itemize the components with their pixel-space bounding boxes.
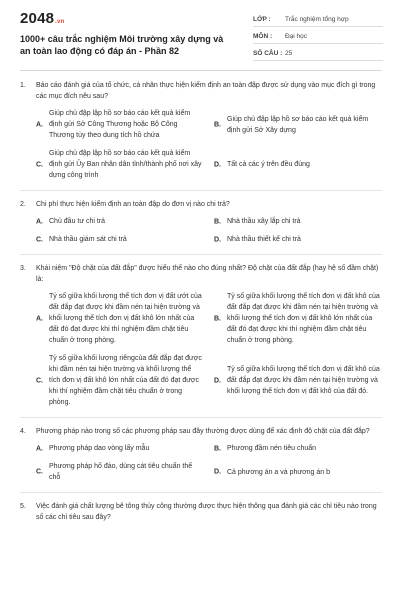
option-text: Phương pháp hố đào, dùng cát tiêu chuẩn thế chỗ bbox=[49, 463, 193, 481]
option-text: Tỷ số giữa khối lượng thể tích đơn vị đất ướt của đất đắp đạt được khi đầm nén tại hiện trường và khối lượng thể tích đơn vị đất khô lớn nhất của đất đó đạt được khi thí nghiệm đầm chặt tiêu chuẩn ở trong phòng. bbox=[49, 293, 202, 344]
meta-row-subject bbox=[253, 29, 383, 44]
meta-value: Đại học bbox=[285, 33, 308, 40]
answer-option-b[interactable] bbox=[214, 291, 382, 346]
question-3 bbox=[20, 263, 382, 408]
option-letter: D. bbox=[214, 236, 221, 243]
option-letter: B. bbox=[214, 121, 221, 128]
question-number: 5. bbox=[20, 503, 26, 510]
option-letter: B. bbox=[214, 315, 221, 322]
option-text: Tỷ số giữa khối lượng thể tích đơn vị đất khô của đất đắp đạt được khi đầm nén tại hiện trường và khối lượng thể tích đơn vị đất khô lớn nhất của đất đó đạt được khi thí nghiệm đầm chặt tiêu chuẩn ở trong phòng. bbox=[227, 293, 380, 344]
answer-option-c[interactable] bbox=[36, 353, 204, 408]
document-title: 1000+ câu trắc nghiệm Môi trường xây dựng và an toàn lao động có đáp án - Phần 82 bbox=[20, 34, 224, 56]
answer-options bbox=[36, 216, 382, 245]
answer-option-c[interactable] bbox=[36, 234, 204, 245]
answer-option-a[interactable] bbox=[36, 443, 204, 454]
question-stem bbox=[20, 199, 382, 210]
answer-option-a[interactable] bbox=[36, 108, 204, 141]
question-stem bbox=[20, 80, 382, 102]
option-text: Phương đầm nén tiêu chuẩn bbox=[227, 445, 317, 452]
option-letter: C. bbox=[36, 468, 43, 476]
option-letter: A. bbox=[36, 218, 43, 225]
option-letter: A. bbox=[36, 445, 43, 452]
option-text: Giúp chủ đập lập hồ sơ báo cáo kết quả kiểm định gửi Sở Xây dựng bbox=[227, 115, 369, 134]
option-text: Tất cả các ý trên đều đúng bbox=[227, 161, 310, 168]
option-text: Cả phương án a và phương án b bbox=[227, 468, 331, 476]
option-text: Nhà thầu giám sát chi trả bbox=[49, 236, 127, 243]
question-1 bbox=[20, 80, 382, 181]
answer-option-b[interactable] bbox=[214, 443, 382, 454]
question-stem bbox=[20, 263, 382, 285]
option-text: Tỷ số giữa khối lượng riêngcủa đất đắp đạt được khi đầm nén tại hiện trường và khối lượng thể tích đơn vị đất khô lớn nhất của đất đó đạt được khi thí nghiệm đầm chặt tiêu chuẩn ở trong phòng. bbox=[49, 355, 202, 406]
option-text: Tỷ số giữa khối lượng thể tích đơn vị đất khô của đất đắp đạt được khi đầm nén tại hiện trường và khối lượng thể tích đơn vị đất khô của đất đó. bbox=[227, 366, 380, 395]
meta-row-class bbox=[253, 12, 383, 27]
option-letter: C. bbox=[36, 161, 43, 168]
meta-row-count bbox=[253, 46, 383, 61]
question-stem bbox=[20, 501, 382, 523]
question-number: 1. bbox=[20, 82, 26, 89]
option-text: Chủ đầu tư chi trả bbox=[49, 218, 106, 225]
option-text: Giúp chủ đập lập hồ sơ báo cáo kết quả kiểm định gửi Ủy Ban nhân dân tỉnh/thành phố nơi xây dựng công trình bbox=[49, 150, 202, 179]
answer-option-d[interactable] bbox=[214, 353, 382, 408]
question-divider bbox=[20, 492, 382, 493]
answer-option-d[interactable] bbox=[214, 461, 382, 483]
question-divider bbox=[20, 417, 382, 418]
option-text: Phương pháp dao vòng lấy mẫu bbox=[49, 445, 150, 452]
question-divider bbox=[20, 190, 382, 191]
answer-option-d[interactable] bbox=[214, 234, 382, 245]
answer-options bbox=[36, 443, 382, 483]
meta-value: 25 bbox=[285, 50, 293, 57]
answer-option-d[interactable] bbox=[214, 148, 382, 181]
question-number: 2. bbox=[20, 201, 26, 208]
option-text: Nhà thầu xây lắp chi trả bbox=[227, 218, 301, 225]
question-list bbox=[20, 80, 382, 523]
meta-key: LỚP : bbox=[253, 16, 271, 23]
question-divider bbox=[20, 254, 382, 255]
question-text: Phương pháp nào trong số các phương pháp sau đây thường được dùng để xác định độ chặt của đất đắp? bbox=[36, 428, 370, 435]
meta-value: Trắc nghiệm tổng hợp bbox=[285, 16, 349, 23]
option-letter: D. bbox=[214, 468, 221, 476]
logo-suffix: .vn bbox=[55, 19, 65, 25]
question-text: Việc đánh giá chất lượng bê tông thủy công thường được thực hiện thông qua đánh giá các chỉ tiêu nào trong số các chỉ tiêu sau đây? bbox=[36, 503, 377, 521]
meta-key: MÔN : bbox=[253, 33, 273, 40]
answer-option-c[interactable] bbox=[36, 461, 204, 483]
option-text: Nhà thầu thiết kế chi trả bbox=[227, 236, 301, 243]
question-4 bbox=[20, 426, 382, 483]
option-letter: B. bbox=[214, 218, 221, 225]
meta-table bbox=[253, 12, 383, 63]
question-text: Khái niệm "Độ chặt của đất đắp" được hiểu thế nào cho đúng nhất? Độ chặt của đất đắp (hay hệ số đầm chặt) là: bbox=[36, 265, 379, 283]
option-text: Giúp chủ đập lập hồ sơ báo cáo kết quả kiểm định gửi Sở Công Thương hoặc Bộ Công Thương tùy theo dung tích hồ chứa bbox=[49, 110, 191, 139]
answer-option-b[interactable] bbox=[214, 108, 382, 141]
answer-option-c[interactable] bbox=[36, 148, 204, 181]
question-number: 4. bbox=[20, 428, 26, 435]
question-text: Chi phí thực hiện kiểm định an toàn đập do đơn vị nào chi trả? bbox=[36, 201, 230, 208]
option-letter: D. bbox=[214, 377, 221, 384]
answer-options bbox=[36, 108, 382, 181]
page-header bbox=[0, 0, 400, 66]
option-letter: C. bbox=[36, 236, 43, 243]
answer-option-a[interactable] bbox=[36, 291, 204, 346]
logo-text: 2048 bbox=[20, 10, 55, 27]
question-5 bbox=[20, 501, 382, 523]
option-letter: A. bbox=[36, 121, 43, 128]
question-text: Báo cáo đánh giá của tổ chức, cá nhân thực hiện kiểm định an toàn đập được sử dụng vào mục đích gì trong các mục đích nêu sau? bbox=[36, 82, 376, 100]
question-2 bbox=[20, 199, 382, 245]
option-letter: C. bbox=[36, 377, 43, 384]
option-letter: D. bbox=[214, 161, 221, 168]
option-letter: A. bbox=[36, 315, 43, 322]
site-logo[interactable] bbox=[20, 10, 64, 27]
header-divider bbox=[20, 70, 382, 71]
meta-key: SỐ CÂU : bbox=[253, 50, 283, 57]
answer-options bbox=[36, 291, 382, 408]
answer-option-b[interactable] bbox=[214, 216, 382, 227]
question-stem bbox=[20, 426, 382, 437]
option-letter: B. bbox=[214, 445, 221, 452]
question-number: 3. bbox=[20, 265, 26, 272]
answer-option-a[interactable] bbox=[36, 216, 204, 227]
